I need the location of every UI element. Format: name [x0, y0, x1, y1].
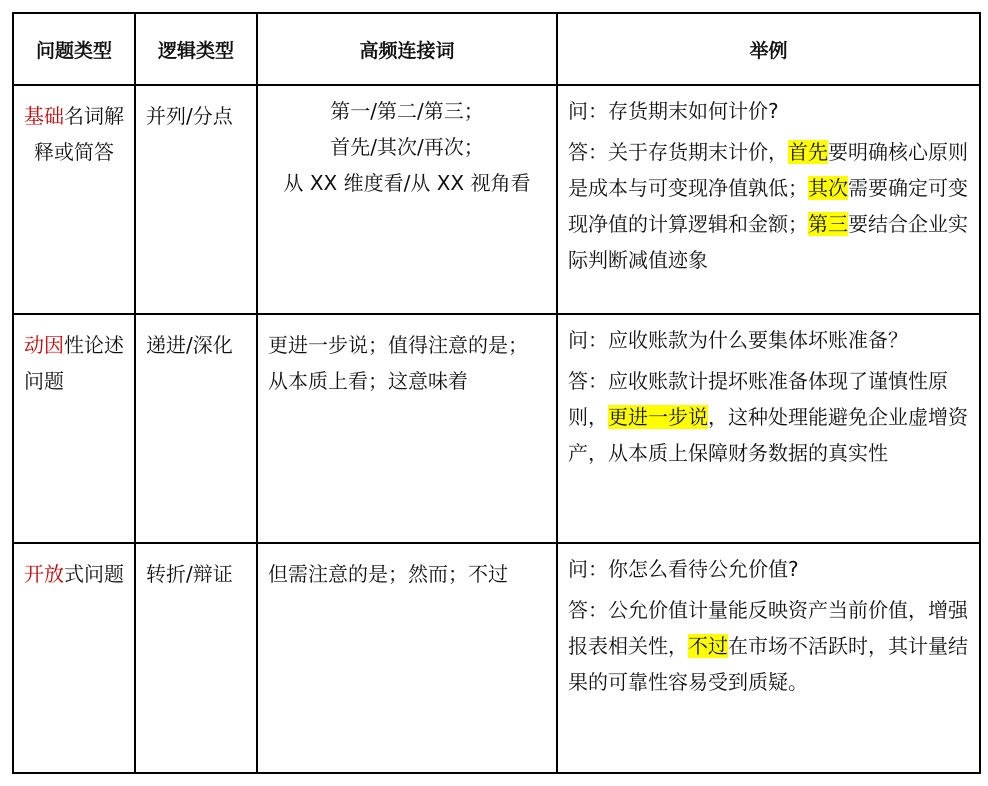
- logic-type-cell: [135, 314, 257, 543]
- table-row: [13, 543, 980, 773]
- question-type-cell: [13, 85, 135, 314]
- logic-type-cell: [135, 85, 257, 314]
- answer-text: 答：公允价值计量能反映资产当前价值，增强报表相关性，: [568, 598, 968, 658]
- example-cell: [557, 543, 980, 773]
- highlighted-connector: 更进一步说: [608, 405, 708, 429]
- qa-logic-table: [12, 12, 981, 774]
- connector-line: 从 XX 维度看/从 XX 视角看: [283, 171, 531, 195]
- header-example: 举例: [557, 13, 980, 85]
- answer-text: 答：应收账款计提坏账准备体现了谨慎性原则，: [568, 369, 948, 429]
- question-type-keyword: 基础: [24, 104, 64, 128]
- connector-line: 更进一步说；值得注意的是；从本质上看；这意味着: [268, 333, 528, 393]
- example-cell: [557, 314, 980, 543]
- question-type-keyword: 开放: [24, 562, 64, 586]
- example-answer: [568, 592, 969, 700]
- answer-text: 在市场不活跃时，其计量结果的可靠性容易受到质疑。: [568, 634, 968, 694]
- logic-type-text: 递进/深化: [146, 333, 233, 357]
- example-answer: [568, 363, 969, 471]
- question-type-text: 式问题: [64, 562, 124, 586]
- question-type-cell: [13, 543, 135, 773]
- example-question: 问：存货期末如何计价?: [568, 99, 779, 123]
- table-row: [13, 314, 980, 543]
- highlighted-connector: 首先: [788, 140, 828, 164]
- connector-line: 第一/第二/第三；: [330, 99, 484, 123]
- question-type-keyword: 动因: [24, 333, 64, 357]
- header-connectors: 高频连接词: [257, 13, 557, 85]
- example-answer: [568, 134, 969, 278]
- logic-type-cell: [135, 543, 257, 773]
- answer-text: 要结合企业实际判断减值迹象: [568, 212, 968, 272]
- highlighted-connector: 不过: [688, 634, 728, 658]
- header-question-type: 问题类型: [13, 13, 135, 85]
- logic-type-text: 转折/辩证: [146, 562, 233, 586]
- answer-text: 答：关于存货期末计价，: [568, 140, 788, 164]
- logic-type-text: 并列/分点: [146, 104, 233, 128]
- table-row: [13, 85, 980, 314]
- question-type-cell: [13, 314, 135, 543]
- example-question: 问：应收账款为什么要集体坏账准备？: [568, 328, 908, 352]
- question-type-text: 名词解释或简答: [34, 104, 124, 164]
- highlighted-connector: 其次: [808, 176, 848, 200]
- table-header-row: [13, 13, 980, 85]
- answer-text: 要明确核心原则是成本与可变现净值孰低；: [568, 140, 968, 200]
- highlighted-connector: 第三: [808, 212, 848, 236]
- question-type-text: 性论述问题: [24, 333, 124, 393]
- connector-line: 首先/其次/再次；: [330, 135, 484, 159]
- connectors-cell: [257, 314, 557, 543]
- connectors-cell: [257, 543, 557, 773]
- example-question: 问：你怎么看待公允价值?: [568, 557, 799, 581]
- header-logic-type: 逻辑类型: [135, 13, 257, 85]
- connector-line: 但需注意的是；然而；不过: [268, 562, 508, 586]
- example-cell: [557, 85, 980, 314]
- connectors-cell: [257, 85, 557, 314]
- answer-text: 需要确定可变现净值的计算逻辑和金额；: [568, 176, 968, 236]
- answer-text: ，这种处理能避免企业虚增资产，从本质上保障财务数据的真实性: [568, 405, 968, 465]
